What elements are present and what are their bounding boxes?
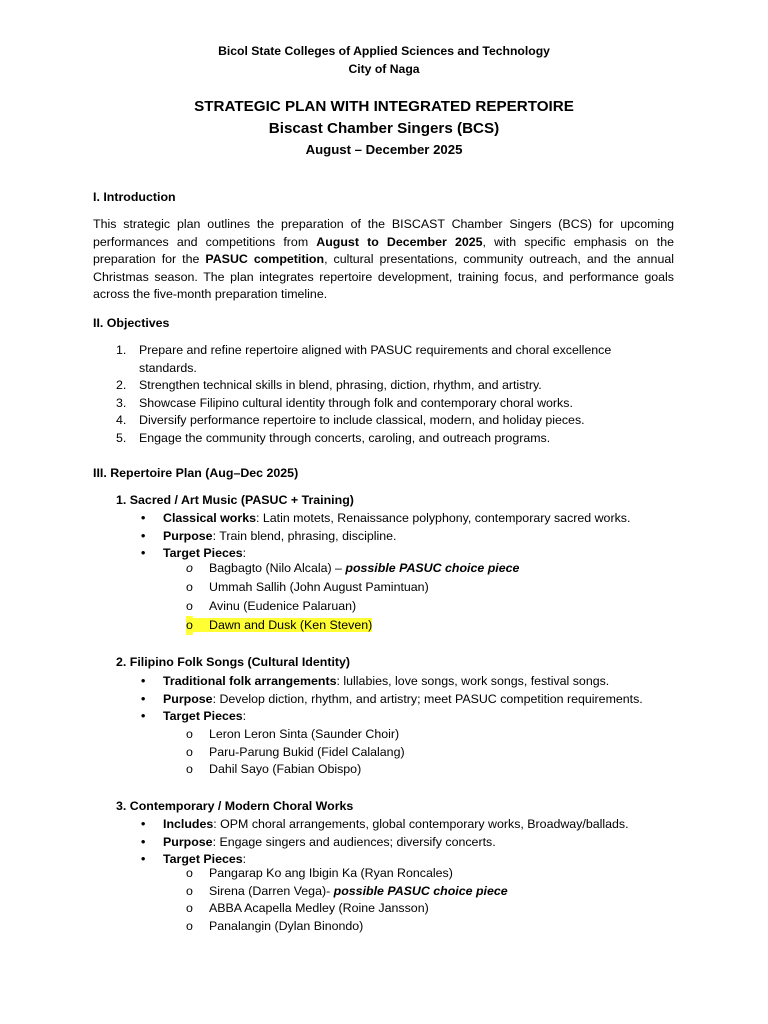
section-1-title: 1. Sacred / Art Music (PASUC + Training) <box>116 493 354 507</box>
objective-text: Diversify performance repertoire to include classical, modern, and holiday pieces. <box>139 413 585 427</box>
piece-item <box>186 918 666 936</box>
bullet-item <box>139 673 699 691</box>
piece-item <box>186 744 666 762</box>
piece-text: Bagbagto (Nilo Alcala) – <box>209 561 346 575</box>
bullet-item <box>139 708 699 726</box>
objective-item <box>93 395 633 413</box>
piece-text: Sirena (Darren Vega)- <box>209 883 334 898</box>
document-period: August – December 2025 <box>305 142 463 157</box>
circle-bullet-icon: o <box>186 599 193 613</box>
section-2-bullets <box>139 673 699 726</box>
objectives-list <box>93 342 633 447</box>
intro-paragraph <box>93 216 674 304</box>
bullet-item <box>139 834 699 852</box>
bullet-label: Target Pieces <box>163 546 243 560</box>
objective-text: Showcase Filipino cultural identity through folk and contemporary choral works. <box>139 395 573 410</box>
circle-bullet-icon: o <box>186 744 193 759</box>
intro-text-3: , cultural presentations, community outreach, and the annual Christmas season. The plan integrates repertoire development, training focus, and performance goals across the five-month preparation timeline. <box>93 252 674 301</box>
piece-text: Ummah Sallih (John August Pamintuan) <box>209 580 429 594</box>
piece-item <box>186 900 666 918</box>
piece-item <box>186 597 666 616</box>
bullet-text: : OPM choral arrangements, global contemporary works, Broadway/ballads. <box>213 817 629 831</box>
piece-item <box>186 865 666 883</box>
intro-heading: I. Introduction <box>93 190 176 204</box>
bullet-label: Target Pieces <box>163 852 243 866</box>
section-2-pieces <box>186 726 666 779</box>
circle-bullet-icon: o <box>186 616 193 635</box>
objective-item <box>93 412 633 430</box>
circle-bullet-icon: o <box>186 580 193 594</box>
piece-item <box>186 726 666 744</box>
intro-text-2: , with specific emphasis on the preparation for the <box>93 234 674 266</box>
piece-text: Dawn and Dusk (Ken Steven) <box>186 618 372 632</box>
bullet-item <box>139 816 699 834</box>
document-subtitle: Biscast Chamber Singers (BCS) <box>268 120 500 137</box>
objective-text: Engage the community through concerts, caroling, and outreach programs. <box>139 430 551 445</box>
bullet-text: : <box>242 546 247 560</box>
objective-number: 1. <box>116 343 127 357</box>
document-title: STRATEGIC PLAN WITH INTEGRATED REPERTOIRE <box>194 98 574 115</box>
bullet-label: Includes <box>163 817 214 831</box>
bullet-text: : <box>242 852 247 866</box>
repertoire-heading: III. Repertoire Plan (Aug–Dec 2025) <box>93 466 299 480</box>
intro-bold-dates: August to December 2025 <box>316 234 483 249</box>
piece-text: ABBA Acapella Medley (Roine Jansson) <box>209 901 429 915</box>
objective-number: 2. <box>116 378 127 392</box>
bullet-text: : Engage singers and audiences; diversify concerts. <box>212 834 496 849</box>
objective-item <box>93 377 633 395</box>
objective-item <box>93 430 633 448</box>
piece-text: Avinu (Eudenice Palaruan) <box>209 599 357 613</box>
objective-number: 5. <box>116 430 127 445</box>
piece-item <box>186 883 666 901</box>
circle-bullet-icon: o <box>186 918 193 933</box>
circle-bullet-icon: o <box>186 561 193 575</box>
city-name: City of Naga <box>348 62 420 76</box>
bullet-label: Traditional folk arrangements <box>163 674 337 688</box>
bullet-text: : Develop diction, rhythm, and artistry; meet PASUC competition requirements. <box>212 691 643 706</box>
section-3-bullets <box>139 816 699 869</box>
piece-item-highlighted <box>186 616 666 635</box>
piece-note: possible PASUC choice piece <box>333 883 508 898</box>
objective-number: 3. <box>116 395 127 410</box>
objective-item <box>93 342 633 377</box>
bullet-text: : <box>242 709 247 723</box>
bullet-text: : Latin motets, Renaissance polyphony, contemporary sacred works. <box>255 511 631 525</box>
highlight-mark <box>186 618 373 632</box>
objective-text: Prepare and refine repertoire aligned with PASUC requirements and choral excellence standards. <box>139 343 612 375</box>
piece-item <box>186 559 666 578</box>
circle-bullet-icon: o <box>186 901 193 915</box>
bullet-label: Classical works <box>163 511 256 525</box>
bullet-item <box>139 691 699 709</box>
bullet-label: Purpose <box>163 691 213 706</box>
bullet-label: Purpose <box>163 528 213 543</box>
objective-text: Strengthen technical skills in blend, phrasing, diction, rhythm, and artistry. <box>139 378 542 392</box>
intro-bold-pasuc: PASUC competition <box>205 252 325 266</box>
circle-bullet-icon: o <box>186 883 193 898</box>
section-1-pieces <box>186 559 666 635</box>
bullet-text: : lullabies, love songs, work songs, festival songs. <box>336 674 610 688</box>
objectives-heading: II. Objectives <box>93 316 170 330</box>
intro-text-1: This strategic plan outlines the preparation of the BISCAST Chamber Singers (BCS) for upcoming performances and competitions from <box>93 217 674 249</box>
circle-bullet-icon: o <box>186 727 193 741</box>
bullet-item <box>139 528 699 546</box>
piece-text: Panalangin (Dylan Binondo) <box>209 918 364 933</box>
bullet-item <box>139 510 699 528</box>
bullet-label: Purpose <box>163 834 213 849</box>
institution-name: Bicol State Colleges of Applied Sciences and Technology <box>218 44 550 58</box>
piece-text: Leron Leron Sinta (Saunder Choir) <box>209 727 400 741</box>
piece-note: possible PASUC choice piece <box>345 561 520 575</box>
piece-text: Dahil Sayo (Fabian Obispo) <box>209 762 362 776</box>
section-1-bullets <box>139 510 699 563</box>
objective-number: 4. <box>116 413 127 427</box>
bullet-label: Target Pieces <box>163 709 243 723</box>
bullet-text: : Train blend, phrasing, discipline. <box>212 528 397 543</box>
title-block <box>0 96 768 160</box>
document-header <box>0 42 768 78</box>
circle-bullet-icon: o <box>186 762 193 776</box>
section-3-title: 3. Contemporary / Modern Choral Works <box>116 799 354 813</box>
piece-item <box>186 761 666 779</box>
piece-item <box>186 578 666 597</box>
circle-bullet-icon: o <box>186 866 193 880</box>
piece-text: Paru-Parung Bukid (Fidel Calalang) <box>209 744 405 759</box>
section-2-title: 2. Filipino Folk Songs (Cultural Identity) <box>116 655 351 669</box>
piece-text: Pangarap Ko ang Ibigin Ka (Ryan Roncales) <box>209 866 453 880</box>
section-3-pieces <box>186 865 666 935</box>
